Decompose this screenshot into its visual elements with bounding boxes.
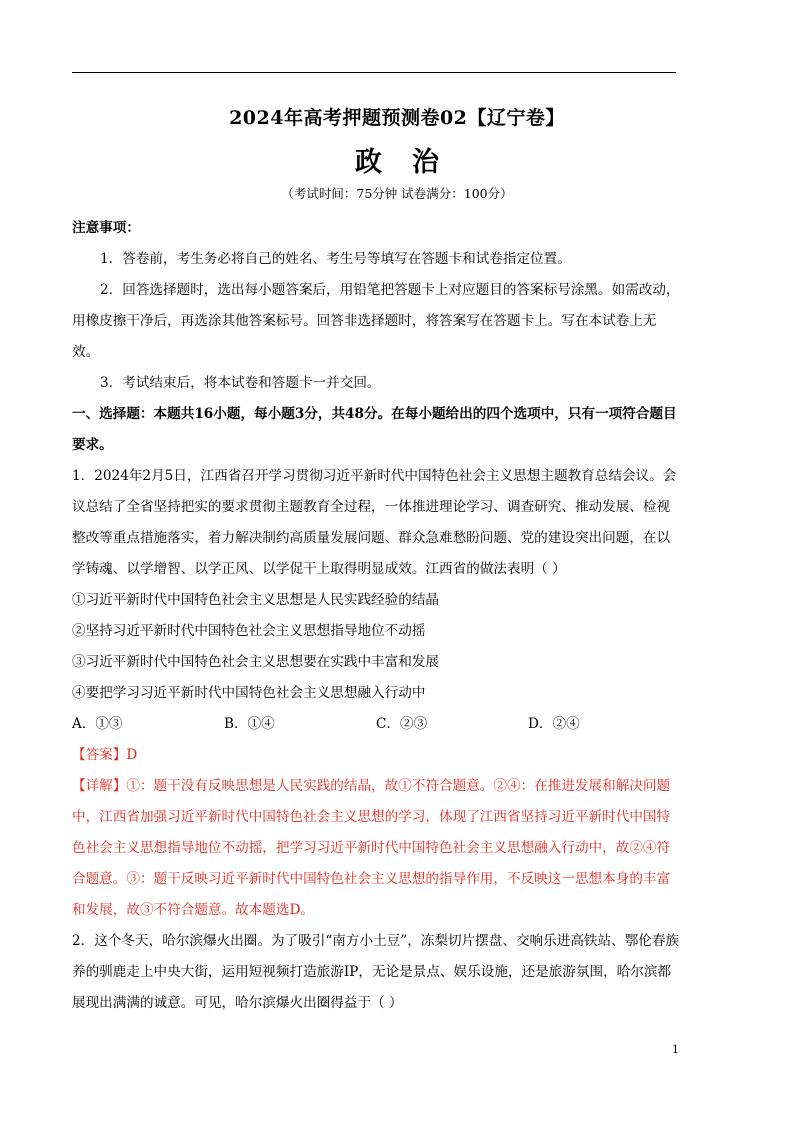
note-item-2: 2．回答选择题时，选出每小题答案后，用铅笔把答题卡上对应题目的答案标号涂黑。如需改动，用橡皮擦干净后，再选涂其他答案标号。回答非选择题时，将答案写在答题卡上。写在本试卷上无效。	[72, 282, 680, 360]
question-1-option-d: D．②④	[528, 716, 580, 732]
question-1-options	[72, 709, 680, 740]
question-1-statement-3: ③习近平新时代中国特色社会主义思想要在实践中丰富和发展	[72, 654, 440, 670]
notes-heading: 注意事项：	[72, 220, 140, 236]
question-2-stem: 2．这个冬天，哈尔滨爆火出圈。为了吸引“南方小土豆”，冻梨切片摆盘、交响乐进高铁站、鄂伦春族养的驯鹿走上中央大街，运用短视频打造旅游IP，无论是景点、娱乐设施，还是旅游氛围，哈尔滨都展现出满满的诚意。可见，哈尔滨爆火出圈得益于（ ）	[72, 933, 680, 1011]
note-item-1: 1．答卷前，考生务必将自己的姓名、考生号等填写在答题卡和试卷指定位置。	[100, 251, 571, 267]
section-heading: 一、选择题：本题共16小题，每小题3分，共48分。在每小题给出的四个选项中，只有一项符合题目要求。	[72, 406, 677, 453]
note-item-3: 3．考试结束后，将本试卷和答题卡一并交回。	[100, 375, 381, 391]
question-1-option-b: B．①④	[224, 716, 275, 732]
question-1-answer: 【答案】D	[72, 747, 138, 763]
question-1-statement-4: ④要把学习习近平新时代中国特色社会主义思想融入行动中	[72, 685, 426, 701]
exam-info: （考试时间：75分钟 试卷满分：100分）	[281, 186, 513, 201]
exam-body	[72, 213, 680, 1019]
question-1-stem: 1．2024年2月5日，江西省召开学习贯彻习近平新时代中国特色社会主义思想主题教育总结会议。会议总结了全省坚持把实的要求贯彻主题教育全过程，一体推进理论学习、调查研究、推动发展、检视整改等重点措施落实，着力解决制约高质量发展问题、群众急难愁盼问题、党的建设突出问题，在以学铸魂、以学增智、以学正风、以学促干上取得明显成效。江西省的做法表明（ ）	[72, 468, 677, 577]
question-1-statement-1: ①习近平新时代中国特色社会主义思想是人民实践经验的结晶	[72, 592, 440, 608]
question-1-option-a: A．①③	[72, 716, 123, 732]
question-1-analysis: 【详解】①：题干没有反映思想是人民实践的结晶，故①不符合题意。②④：在推进发展和解决问题中，江西省加强习近平新时代中国特色社会主义思想的学习，体现了江西省坚持习近平新时代中国特色社会主义思想指导地位不动摇，把学习习近平新时代中国特色社会主义思想融入行动中，故②④符合题意。③：题干反映习近平新时代中国特色社会主义思想的指导作用，不反映这一思想本身的丰富和发展，故③不符合题意。故本题选D。	[72, 778, 671, 918]
question-1-statement-2: ②坚持习近平新时代中国特色社会主义思想指导地位不动摇	[72, 623, 426, 639]
exam-title: 2024年高考押题预测卷02【辽宁卷】	[229, 107, 565, 129]
header-rule	[72, 72, 676, 73]
subject-title: 政治	[355, 147, 469, 178]
page-number: 1	[672, 1043, 679, 1056]
question-1-option-c: C．②③	[376, 716, 428, 732]
